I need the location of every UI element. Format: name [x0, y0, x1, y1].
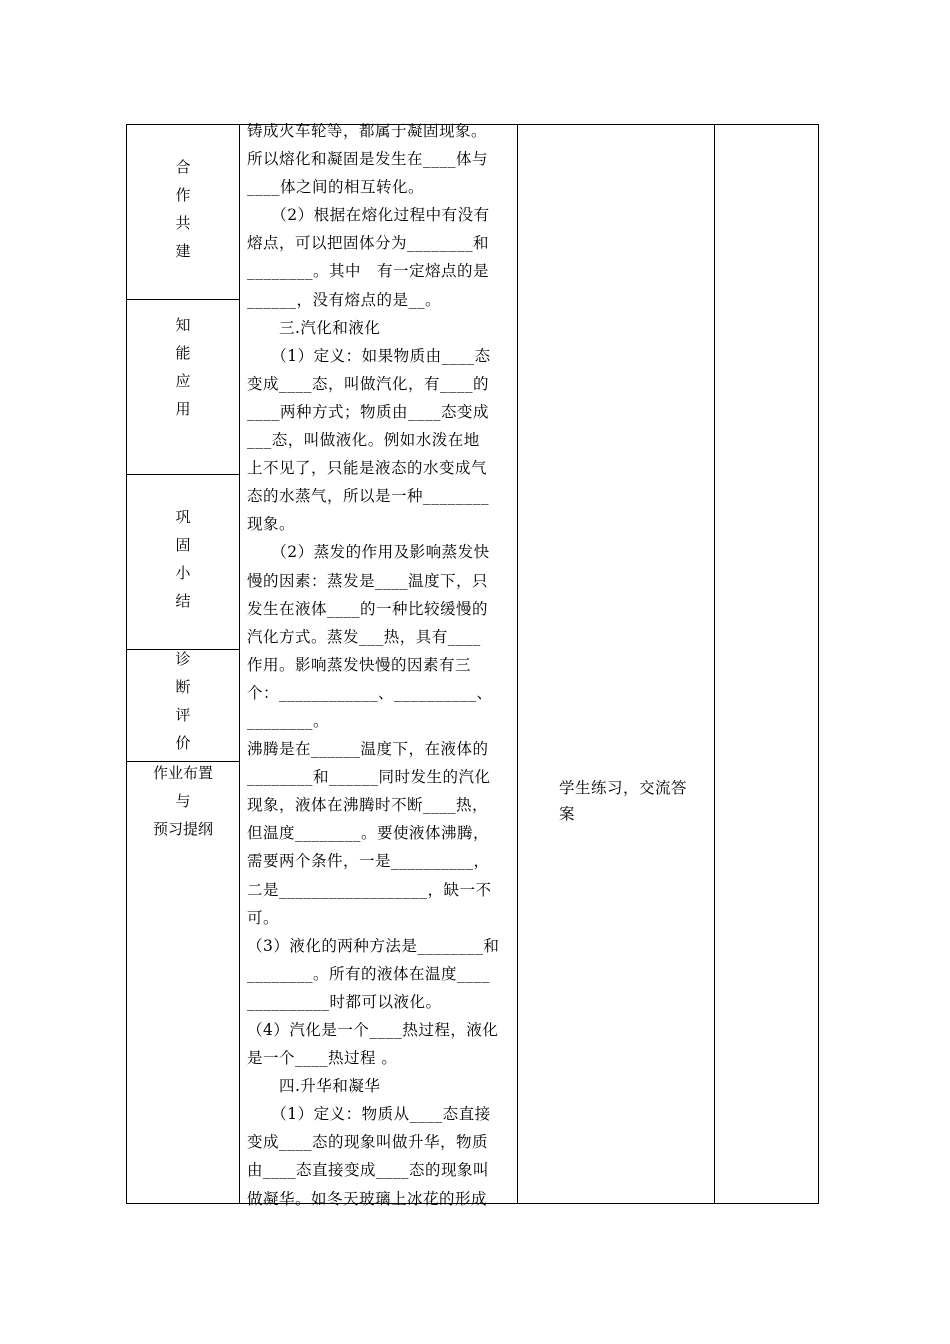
content-line: 需要两个条件，一是__________， — [247, 852, 490, 871]
section-label-summary: 巩 固 小 结 — [175, 508, 191, 610]
content-line: 是一个____热过程 。 — [247, 1049, 398, 1068]
content-line: 四.升华和凝华 — [247, 1077, 381, 1096]
content-line: 沸腾是在______温度下，在液体的 — [247, 740, 489, 759]
content-line: 所以熔化和凝固是发生在____体与 — [247, 150, 489, 169]
content-line: 个：____________、__________、 — [247, 683, 493, 702]
column-divider-2 — [517, 125, 518, 1203]
content-line: 可。 — [247, 908, 280, 927]
lesson-table — [126, 122, 819, 1208]
section-label-evaluation: 诊 断 评 价 — [175, 650, 191, 752]
content-line: 但温度________。要使液体沸腾， — [247, 824, 490, 843]
content-line: 由____态直接变成____态的现象叫 — [247, 1161, 490, 1180]
content-line: ______，没有熔点的是__。 — [247, 290, 442, 309]
activity-line: 案 — [559, 805, 576, 823]
content-line: 做凝华。如冬天玻璃上冰花的形成 — [247, 1189, 488, 1208]
section-label-cooperation: 合 作 共 建 — [175, 158, 191, 260]
content-line: ________。其中 有一定熔点的是 — [247, 262, 490, 281]
content-line: 现象，液体在沸腾时不断____热， — [247, 796, 489, 815]
content-line: （3）液化的两种方法是________和 — [247, 936, 500, 955]
section-label-application: 知 能 应 用 — [175, 316, 191, 418]
column-divider-1 — [239, 125, 240, 1203]
content-line: 熔点，可以把固体分为________和 — [247, 234, 490, 253]
activity-line: 学生练习，交流答 — [559, 779, 688, 797]
content-line: 上不见了，只能是液态的水变成气 — [247, 459, 488, 478]
section-label-homework: 作业布置 与 预习提纲 — [152, 764, 213, 838]
content-line: 变成____态，叫做汽化，有____的 — [247, 374, 490, 393]
content-line: __________时都可以液化。 — [247, 992, 442, 1011]
content-line: 三.汽化和液化 — [247, 318, 381, 337]
content-line: 慢的因素：蒸发是____温度下，只 — [247, 571, 489, 590]
content-line: 态的水蒸气，所以是一种________ — [247, 487, 490, 506]
content-line: 现象。 — [247, 515, 296, 534]
column-divider-3 — [714, 125, 715, 1203]
content-line: （1）定义：物质从____态直接 — [247, 1105, 491, 1124]
row-divider-1 — [127, 299, 239, 300]
content-line: 铸成火车轮等，都属于凝固现象。 — [247, 122, 488, 140]
content-line: （4）汽化是一个____热过程，液化 — [247, 1021, 499, 1039]
content-line: （2）蒸发的作用及影响蒸发快 — [247, 543, 490, 562]
content-line: ____体之间的相互转化。 — [247, 178, 425, 197]
student-activity — [559, 775, 719, 827]
content-line: 作用。影响蒸发快慢的因素有三 — [247, 655, 472, 674]
content-line: 汽化方式。蒸发___热，具有____ — [247, 627, 481, 646]
content-line: ___态，叫做液化。例如水泼在地 — [247, 431, 480, 450]
content-line: 二是__________________，缺一不 — [247, 880, 492, 899]
content-line: ________。 — [247, 711, 330, 730]
lesson-content — [247, 117, 511, 1213]
content-line: ________。所有的液体在温度____ — [247, 964, 491, 983]
content-line: ____两种方式；物质由____态变成 — [247, 402, 490, 421]
content-line: （1）定义：如果物质由____态 — [247, 346, 491, 365]
row-divider-2 — [127, 474, 239, 475]
content-line: 变成____态的现象叫做升华，物质 — [247, 1133, 489, 1152]
content-line: 发生在液体____的一种比较缓慢的 — [247, 599, 489, 618]
content-line: ________和______同时发生的汽化 — [247, 768, 491, 787]
content-line: （2）根据在熔化过程中有没有 — [247, 206, 490, 225]
